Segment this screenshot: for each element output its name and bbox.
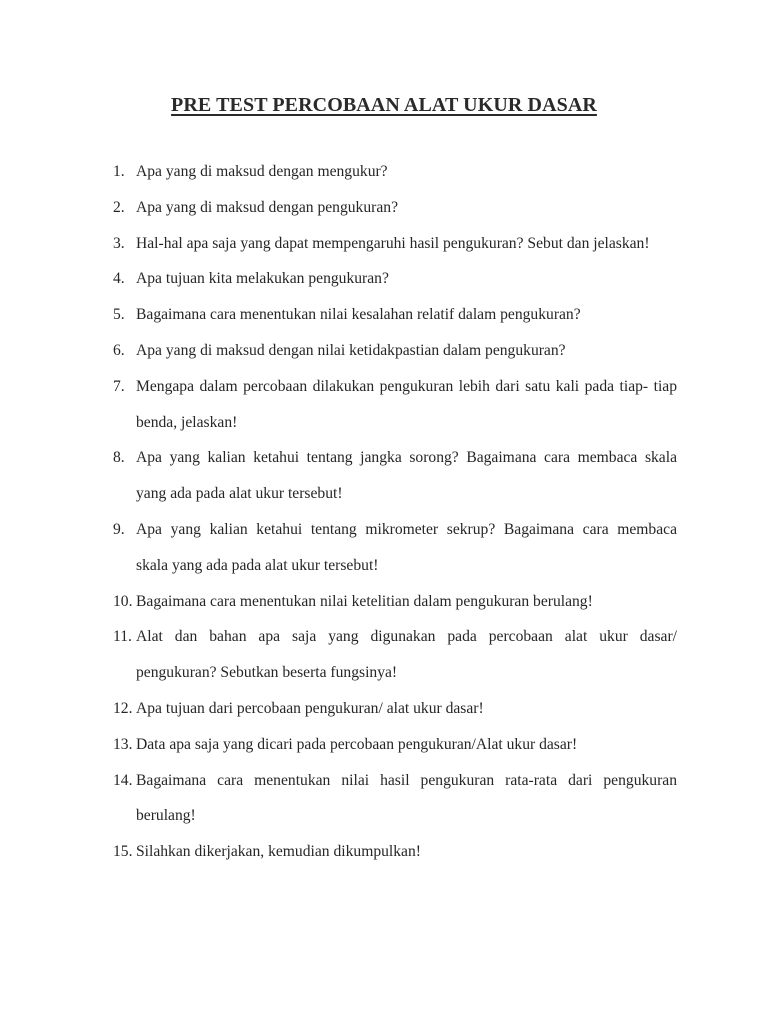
question-number: 6. <box>113 341 125 359</box>
question-number: 15. <box>113 843 133 861</box>
question-number: 3. <box>113 234 125 252</box>
question-text-line: Data apa saja yang dicari pada percobaan pengukuran/Alat ukur dasar! <box>136 735 578 753</box>
question-number: 1. <box>113 163 125 180</box>
question-text-line: Apa yang kalian ketahui tentang mikrometer sekrup? Bagaimana cara membaca <box>136 520 677 538</box>
question-text-line: Apa yang di maksud dengan mengukur? <box>136 163 388 180</box>
question-number: 11. <box>113 628 132 646</box>
question-text-line: benda, jelaskan! <box>136 413 238 431</box>
document-title: PRE TEST PERCOBAAN ALAT UKUR DASAR <box>171 94 597 116</box>
question-text-line: pengukuran? Sebutkan beserta fungsinya! <box>136 664 398 682</box>
question-text-line: berulang! <box>136 807 196 825</box>
question-text <box>136 727 677 763</box>
question-item <box>113 190 677 226</box>
question-text <box>136 261 677 297</box>
question-item <box>113 834 677 870</box>
question-number: 9. <box>113 520 125 538</box>
question-item <box>113 691 677 727</box>
question-number: 2. <box>113 198 125 216</box>
question-text-line: Apa yang kalian ketahui tentang jangka sorong? Bagaimana cara membaca skala <box>136 449 677 467</box>
question-text-line: Apa tujuan kita melakukan pengukuran? <box>136 270 389 288</box>
question-text <box>136 619 677 691</box>
question-item <box>113 297 677 333</box>
question-text-line: Silahkan dikerjakan, kemudian dikumpulkan! <box>136 843 421 861</box>
question-text <box>136 512 677 584</box>
question-item <box>113 727 677 763</box>
question-item <box>113 512 677 584</box>
question-item <box>113 333 677 369</box>
question-number: 13. <box>113 735 133 753</box>
question-text <box>136 763 677 835</box>
question-number: 10. <box>113 592 133 610</box>
question-number: 7. <box>113 377 125 395</box>
question-item <box>113 369 677 441</box>
question-text-line: Apa tujuan dari percobaan pengukuran/ alat ukur dasar! <box>136 699 484 717</box>
question-text-line: skala yang ada pada alat ukur tersebut! <box>136 556 379 574</box>
question-text <box>136 154 677 190</box>
question-text-line: Bagaimana cara menentukan nilai ketelitian dalam pengukuran berulang! <box>136 592 593 610</box>
question-text <box>136 440 677 512</box>
question-text <box>136 369 677 441</box>
question-text-line: Alat dan bahan apa saja yang digunakan pada percobaan alat ukur dasar/ <box>136 628 677 646</box>
question-list <box>113 154 677 870</box>
question-text-line: Hal-hal apa saja yang dapat mempengaruhi hasil pengukuran? Sebut dan jelaskan! <box>136 234 650 252</box>
question-item <box>113 154 677 190</box>
question-text-line: yang ada pada alat ukur tersebut! <box>136 485 343 503</box>
question-text-line: Bagaimana cara menentukan nilai hasil pengukuran rata-rata dari pengukuran <box>136 771 677 789</box>
question-text <box>136 297 677 333</box>
question-text-line: Apa yang di maksud dengan pengukuran? <box>136 198 398 216</box>
question-text <box>136 333 677 369</box>
question-item <box>113 584 677 620</box>
question-text <box>136 834 677 870</box>
question-item <box>113 261 677 297</box>
question-item <box>113 226 677 262</box>
question-text <box>136 691 677 727</box>
question-text-line: Mengapa dalam percobaan dilakukan pengukuran lebih dari satu kali pada tiap- tiap <box>136 377 677 395</box>
question-text-line: Apa yang di maksud dengan nilai ketidakpastian dalam pengukuran? <box>136 341 566 359</box>
question-number: 12. <box>113 699 133 717</box>
question-item <box>113 763 677 835</box>
question-text <box>136 190 677 226</box>
question-text-line: Bagaimana cara menentukan nilai kesalahan relatif dalam pengukuran? <box>136 306 581 324</box>
question-item <box>113 440 677 512</box>
question-number: 5. <box>113 306 125 324</box>
question-item <box>113 619 677 691</box>
question-number: 4. <box>113 270 125 288</box>
question-number: 8. <box>113 449 125 467</box>
question-number: 14. <box>113 771 133 789</box>
question-text <box>136 584 677 620</box>
question-text <box>136 226 677 262</box>
